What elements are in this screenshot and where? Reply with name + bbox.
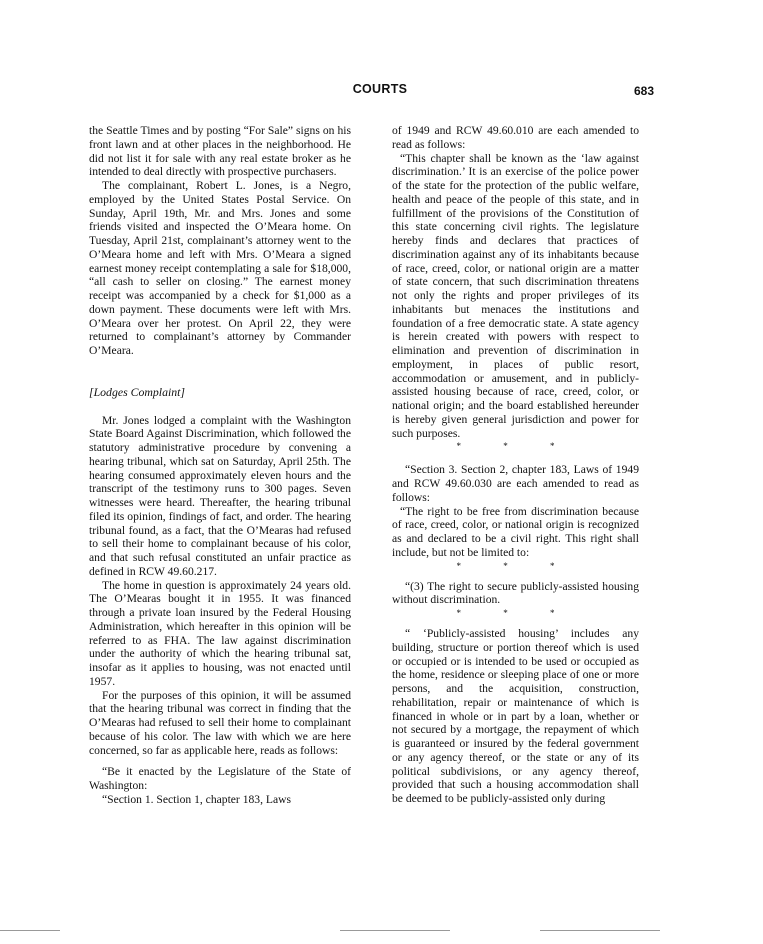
running-head: COURTS [352, 82, 408, 96]
section-heading: [Lodges Complaint] [89, 384, 186, 399]
page-number: 683 [633, 84, 654, 98]
left-column [89, 124, 351, 807]
ellipsis-stars: * * * [456, 608, 575, 618]
paragraph: The complainant, Robert L. Jones, is a Negro, employed by the United States Postal Service. On Sunday, April 19th, Mr. and Mrs. Jones and some friends visited and inspected the O’Meara home. On Tuesday, April 21st, complainant’s attorney went to the O’Meara home and left with Mrs. O’Meara a signed earnest money receipt contemplating a sale for $18,000, “all cash to seller on closing.” The earnest money receipt was accompanied by a check for $1,000 as a down payment. These documents were left with Mrs. O’Meara over her protest. On April 22, they were returned to complainant’s attorney by Commander O’Meara. [89, 179, 351, 357]
right-column [392, 124, 639, 806]
statute-quote: “ ‘Publicly-assisted housing’ includes any building, structure or portion thereof which is used or occupied or is intended to be used or occupied as the home, residence or sleeping place of one or more persons, and the acquisition, construction, rehabilitation, repair or maintenance of which is financed in whole or in part by a loan, whether or not secured by a mortgage, the repayment of which is guaranteed or insured by the federal government or any agency thereof, or the state or any of its political subdivisions, or any agency thereof, provided that such a housing accommodation shall be deemed to be publicly-assisted only during [392, 627, 639, 805]
paragraph: For the purposes of this opinion, it will be assumed that the hearing tribunal was correct in finding that the O’Mearas had refused to sell their home to complainant because of his color. The law with which we are here concerned, so far as applicable here, reads as follows: [89, 688, 351, 757]
bottom-scan-mark [340, 930, 450, 931]
paragraph: the Seattle Times and by posting “For Sale” signs on his front lawn and at other places in the neighborhood. He did not list it for sale with any real estate broker as he intended to deal directly with prospective purchasers. [89, 124, 351, 179]
ellipsis-stars: * * * [456, 441, 575, 452]
paragraph: The home in question is approximately 24 years old. The O’Mearas bought it in 1955. It was financed through a private loan insured by the Federal Housing Administration, which hereafter in this opinion will be referred to as FHA. The law against discrimination under the authority of which the hearing tribunal sat, insofar as it applies to housing, was not enacted until 1957. [89, 578, 351, 688]
statute-quote: “This chapter shall be known as the ‘law against discrimination.’ It is an exercise of the police power of the state for the protection of the public welfare, health and peace of the people of this state, and in fulfillment of the provisions of the Constitution of this state concerning civil rights. The legislature hereby finds and declares that practices of discrimination against any of its inhabitants because of race, creed, color, or national origin are a matter of state concern, that such discrimination threatens not only the rights and proper privileges of its inhabitants but menaces the institutions and foundation of a free democratic state. A state agency is herein created with powers with respect to elimination and prevention of discrimination in employment, in places of public resort, accommodation or amusement, and in publicly-assisted housing because of race, creed, color, or national origin; and the board established hereunder is hereby given general jurisdiction and power for such purposes. [392, 151, 639, 440]
paragraph: Mr. Jones lodged a complaint with the Washington State Board Against Discrimination, which followed the statutory administrative procedure by convening a hearing tribunal, which sat on Saturday, April 25th. The hearing consumed approximately eleven hours and the transcript of the testimony runs to 300 pages. Seven witnesses were heard. Thereafter, the hearing tribunal filed its opinion, findings of fact, and order. The hearing tribunal found, as a fact, that the O’Mearas had refused to sell their home to complainant because of his color, and that such refusal constituted an unfair practice as defined in RCW 49.60.217. [89, 413, 351, 578]
statute-quote: “Be it enacted by the Legislature of the State of Washington: [89, 765, 351, 792]
paragraph: of 1949 and RCW 49.60.010 are each amended to read as follows: [392, 124, 639, 151]
ellipsis-stars: * * * [456, 560, 575, 571]
statute-quote: “Section 1. Section 1, chapter 183, Laws [102, 792, 291, 806]
bottom-scan-mark [0, 930, 60, 931]
statute-quote: “Section 3. Section 2, chapter 183, Laws of 1949 and RCW 49.60.030 are each amended to read as follows: [392, 463, 639, 504]
statute-quote: “The right to be free from discrimination because of race, creed, color, or national origin is recognized as and declared to be a civil right. This right shall include, but not be limited to: [392, 504, 639, 559]
bottom-scan-mark [540, 930, 660, 931]
statute-quote: “(3) The right to secure publicly-assisted housing without discrimination. [392, 579, 639, 607]
